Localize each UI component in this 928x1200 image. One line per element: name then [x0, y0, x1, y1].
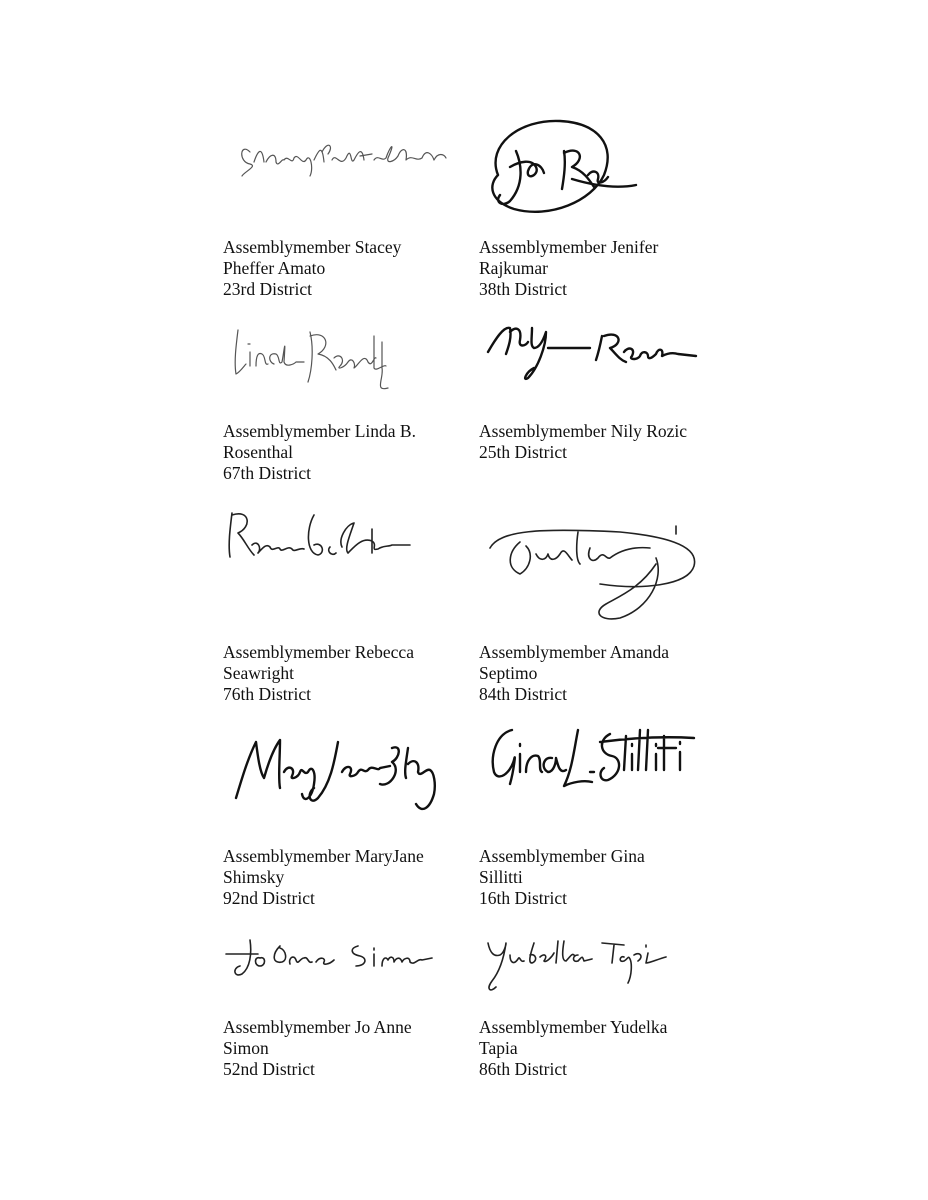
signer-title: Assemblymember Gina — [479, 846, 645, 866]
signer-name: Septimo — [479, 663, 538, 683]
signature-amanda-septimo — [480, 518, 705, 623]
signer-caption-jo-anne-simon — [223, 1017, 463, 1080]
signer-caption-amanda-septimo — [479, 642, 719, 705]
signature-gina-sillitti — [480, 720, 705, 800]
signer-title: Assemblymember Nily Rozic — [479, 421, 688, 441]
signer-district: 92nd District — [223, 888, 315, 908]
signer-name: Simon — [223, 1038, 269, 1058]
signer-name: Rajkumar — [479, 258, 549, 278]
signer-title: Assemblymember Stacey — [223, 237, 402, 257]
signer-name: Shimsky — [223, 867, 285, 887]
signature-jo-anne-simon — [222, 932, 447, 982]
signature-yudelka-tapia — [482, 933, 682, 995]
signer-name: Pheffer Amato — [223, 258, 326, 278]
signer-district: 23rd District — [223, 279, 312, 299]
signer-district: 84th District — [479, 684, 567, 704]
signer-district: 67th District — [223, 463, 311, 483]
signer-caption-stacey-pheffer-amato — [223, 237, 463, 300]
signer-name: Sillitti — [479, 867, 523, 887]
signer-caption-nily-rozic — [479, 421, 719, 463]
signer-district: 38th District — [479, 279, 567, 299]
signer-name: Seawright — [223, 663, 294, 683]
signer-caption-rebecca-seawright — [223, 642, 463, 705]
signature-nily-rozic — [482, 318, 707, 388]
signer-district: 25th District — [479, 442, 567, 462]
signer-title: Assemblymember MaryJane — [223, 846, 424, 866]
signature-stacey-pheffer-amato — [236, 132, 451, 182]
signer-title: Assemblymember Amanda — [479, 642, 670, 662]
signer-caption-jenifer-rajkumar — [479, 237, 719, 300]
signer-name: Tapia — [479, 1038, 518, 1058]
signature-jenifer-rajkumar — [480, 115, 640, 220]
signer-title: Assemblymember Rebecca — [223, 642, 414, 662]
signer-title: Assemblymember Yudelka — [479, 1017, 668, 1037]
signer-caption-gina-sillitti — [479, 846, 719, 909]
signer-title: Assemblymember Jo Anne — [223, 1017, 412, 1037]
signer-district: 52nd District — [223, 1059, 315, 1079]
signer-title: Assemblymember Linda B. — [223, 421, 416, 441]
signature-linda-rosenthal — [224, 322, 399, 397]
signer-name: Rosenthal — [223, 442, 293, 462]
signer-district: 86th District — [479, 1059, 567, 1079]
signature-maryjane-shimsky — [230, 728, 455, 818]
signer-caption-linda-rosenthal — [223, 421, 463, 484]
signer-caption-maryjane-shimsky — [223, 846, 463, 909]
signer-district: 76th District — [223, 684, 311, 704]
signer-district: 16th District — [479, 888, 567, 908]
signer-caption-yudelka-tapia — [479, 1017, 719, 1080]
signature-rebecca-seawright — [222, 505, 417, 565]
signer-title: Assemblymember Jenifer — [479, 237, 659, 257]
